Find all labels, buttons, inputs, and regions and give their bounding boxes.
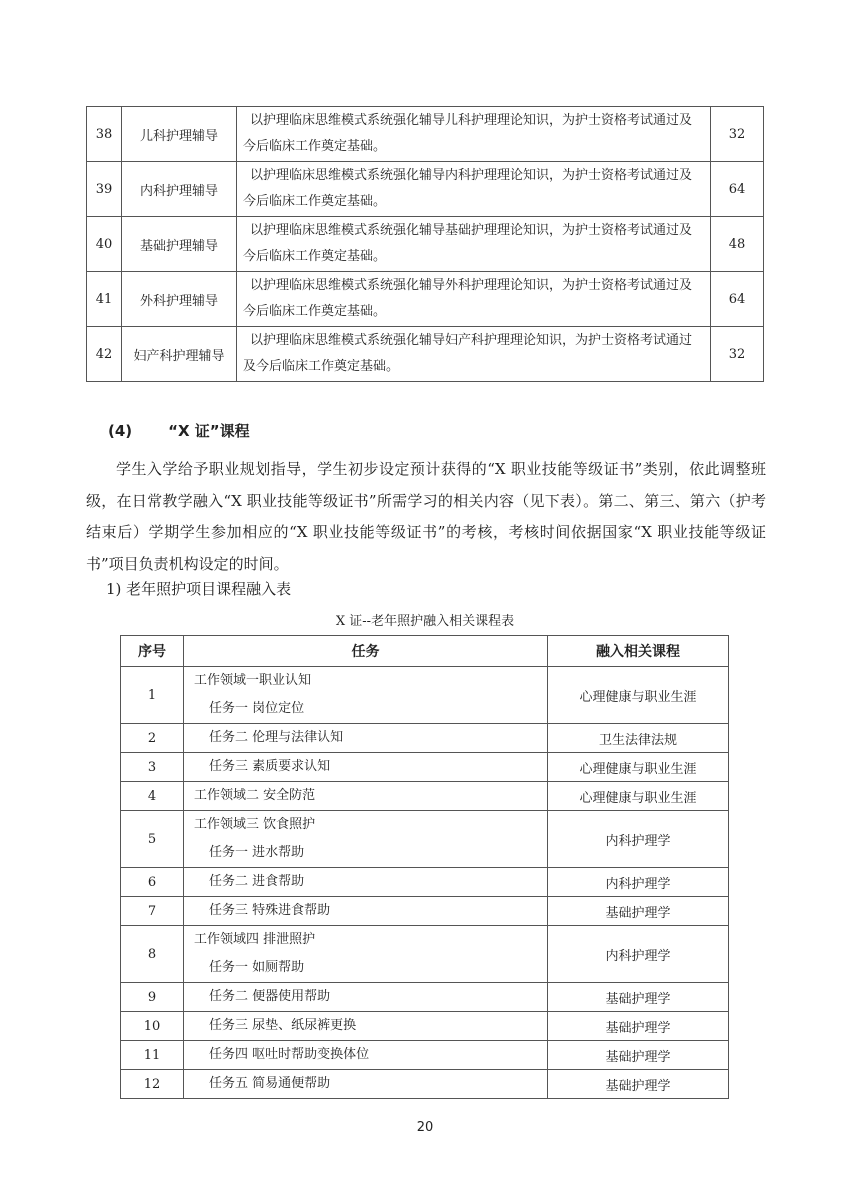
task-item: 任务三 尿垫、纸尿裤更换 <box>184 1012 548 1041</box>
course-hours: 64 <box>711 162 764 217</box>
course-hours: 48 <box>711 217 764 272</box>
related-course: 基础护理学 <box>548 897 729 926</box>
related-course: 心理健康与职业生涯 <box>548 667 729 724</box>
header-course: 融入相关课程 <box>548 636 729 667</box>
task-domain: 工作领域二 安全防范 <box>184 782 548 811</box>
course-table-1 <box>86 106 764 382</box>
page-number: 20 <box>416 1120 434 1135</box>
table-row <box>87 217 764 272</box>
task-item: 任务二 伦理与法律认知 <box>184 724 548 753</box>
task-domain: 工作领域三 饮食照护 <box>194 817 316 832</box>
task-domain: 工作领域四 排泄照护 <box>194 932 316 947</box>
table-row <box>121 897 729 926</box>
section-paragraph: 学生入学给予职业规划指导，学生初步设定预计获得的“X 职业技能等级证书”类别，依此调整班级，在日常教学融入“X 职业技能等级证书”所需学习的相关内容（见下表）。第二、第三、第六（护考结束后）学期学生参加相应的“X 职业技能等级证书”的考核，考核时间依据国家“X 职业技能等级证书”项目负责机构设定的时间。 <box>86 460 766 573</box>
table-row <box>121 667 729 724</box>
table-row <box>121 753 729 782</box>
task-item: 任务一 如厕帮助 <box>209 960 305 975</box>
course-table-2 <box>120 635 729 1099</box>
table-header-row <box>121 636 729 667</box>
row-number: 5 <box>121 811 184 868</box>
course-description: 以护理临床思维模式系统强化辅导外科护理理论知识，为护士资格考试通过及今后临床工作奠定基础。 <box>237 272 711 327</box>
row-number: 9 <box>121 983 184 1012</box>
task-item: 任务二 进食帮助 <box>184 868 548 897</box>
row-number: 12 <box>121 1070 184 1099</box>
row-number: 39 <box>87 162 122 217</box>
table-row <box>121 724 729 753</box>
row-number: 3 <box>121 753 184 782</box>
task-item: 任务三 素质要求认知 <box>184 753 548 782</box>
row-number: 6 <box>121 868 184 897</box>
subheading: 1) 老年照护项目课程融入表 <box>106 580 292 598</box>
course-name: 儿科护理辅导 <box>122 107 237 162</box>
course-hours: 32 <box>711 327 764 382</box>
task-item: 任务三 特殊进食帮助 <box>184 897 548 926</box>
section-heading <box>108 420 250 441</box>
related-course: 基础护理学 <box>548 1012 729 1041</box>
course-description: 以护理临床思维模式系统强化辅导内科护理理论知识，为护士资格考试通过及今后临床工作奠定基础。 <box>237 162 711 217</box>
course-name: 内科护理辅导 <box>122 162 237 217</box>
course-name: 基础护理辅导 <box>122 217 237 272</box>
course-hours: 32 <box>711 107 764 162</box>
task-item: 任务五 简易通便帮助 <box>184 1070 548 1099</box>
section-number: (4) <box>108 422 133 440</box>
row-number: 38 <box>87 107 122 162</box>
course-description: 以护理临床思维模式系统强化辅导儿科护理理论知识，为护士资格考试通过及今后临床工作奠定基础。 <box>237 107 711 162</box>
table-row <box>121 811 729 868</box>
row-number: 10 <box>121 1012 184 1041</box>
course-description: 以护理临床思维模式系统强化辅导妇产科护理理论知识，为护士资格考试通过及今后临床工作奠定基础。 <box>237 327 711 382</box>
related-course: 内科护理学 <box>548 868 729 897</box>
table-row <box>87 272 764 327</box>
task-cell <box>184 926 548 983</box>
row-number: 11 <box>121 1041 184 1070</box>
table-row <box>121 983 729 1012</box>
table-caption: X 证--老年照护融入相关课程表 <box>335 614 515 629</box>
row-number: 2 <box>121 724 184 753</box>
related-course: 内科护理学 <box>548 926 729 983</box>
related-course: 卫生法律法规 <box>548 724 729 753</box>
row-number: 4 <box>121 782 184 811</box>
table-row <box>87 162 764 217</box>
task-item: 任务四 呕吐时帮助变换体位 <box>184 1041 548 1070</box>
row-number: 8 <box>121 926 184 983</box>
task-item: 任务一 进水帮助 <box>209 845 305 860</box>
table-row <box>121 1070 729 1099</box>
related-course: 内科护理学 <box>548 811 729 868</box>
table-row <box>121 868 729 897</box>
row-number: 40 <box>87 217 122 272</box>
task-cell <box>184 667 548 724</box>
row-number: 7 <box>121 897 184 926</box>
course-name: 外科护理辅导 <box>122 272 237 327</box>
row-number: 42 <box>87 327 122 382</box>
related-course: 基础护理学 <box>548 983 729 1012</box>
table-row <box>121 1012 729 1041</box>
course-hours: 64 <box>711 272 764 327</box>
row-number: 1 <box>121 667 184 724</box>
task-item: 任务一 岗位定位 <box>209 701 305 716</box>
table-row <box>87 327 764 382</box>
course-description: 以护理临床思维模式系统强化辅导基础护理理论知识，为护士资格考试通过及今后临床工作奠定基础。 <box>237 217 711 272</box>
table-row <box>121 926 729 983</box>
header-no: 序号 <box>121 636 184 667</box>
section-title: “X 证”课程 <box>168 422 250 440</box>
table-row <box>87 107 764 162</box>
header-task: 任务 <box>184 636 548 667</box>
task-cell <box>184 811 548 868</box>
table-row <box>121 782 729 811</box>
related-course: 心理健康与职业生涯 <box>548 753 729 782</box>
course-name: 妇产科护理辅导 <box>122 327 237 382</box>
task-domain: 工作领域一职业认知 <box>194 673 312 688</box>
related-course: 基础护理学 <box>548 1070 729 1099</box>
table-row <box>121 1041 729 1070</box>
related-course: 基础护理学 <box>548 1041 729 1070</box>
task-item: 任务二 便器使用帮助 <box>184 983 548 1012</box>
row-number: 41 <box>87 272 122 327</box>
related-course: 心理健康与职业生涯 <box>548 782 729 811</box>
